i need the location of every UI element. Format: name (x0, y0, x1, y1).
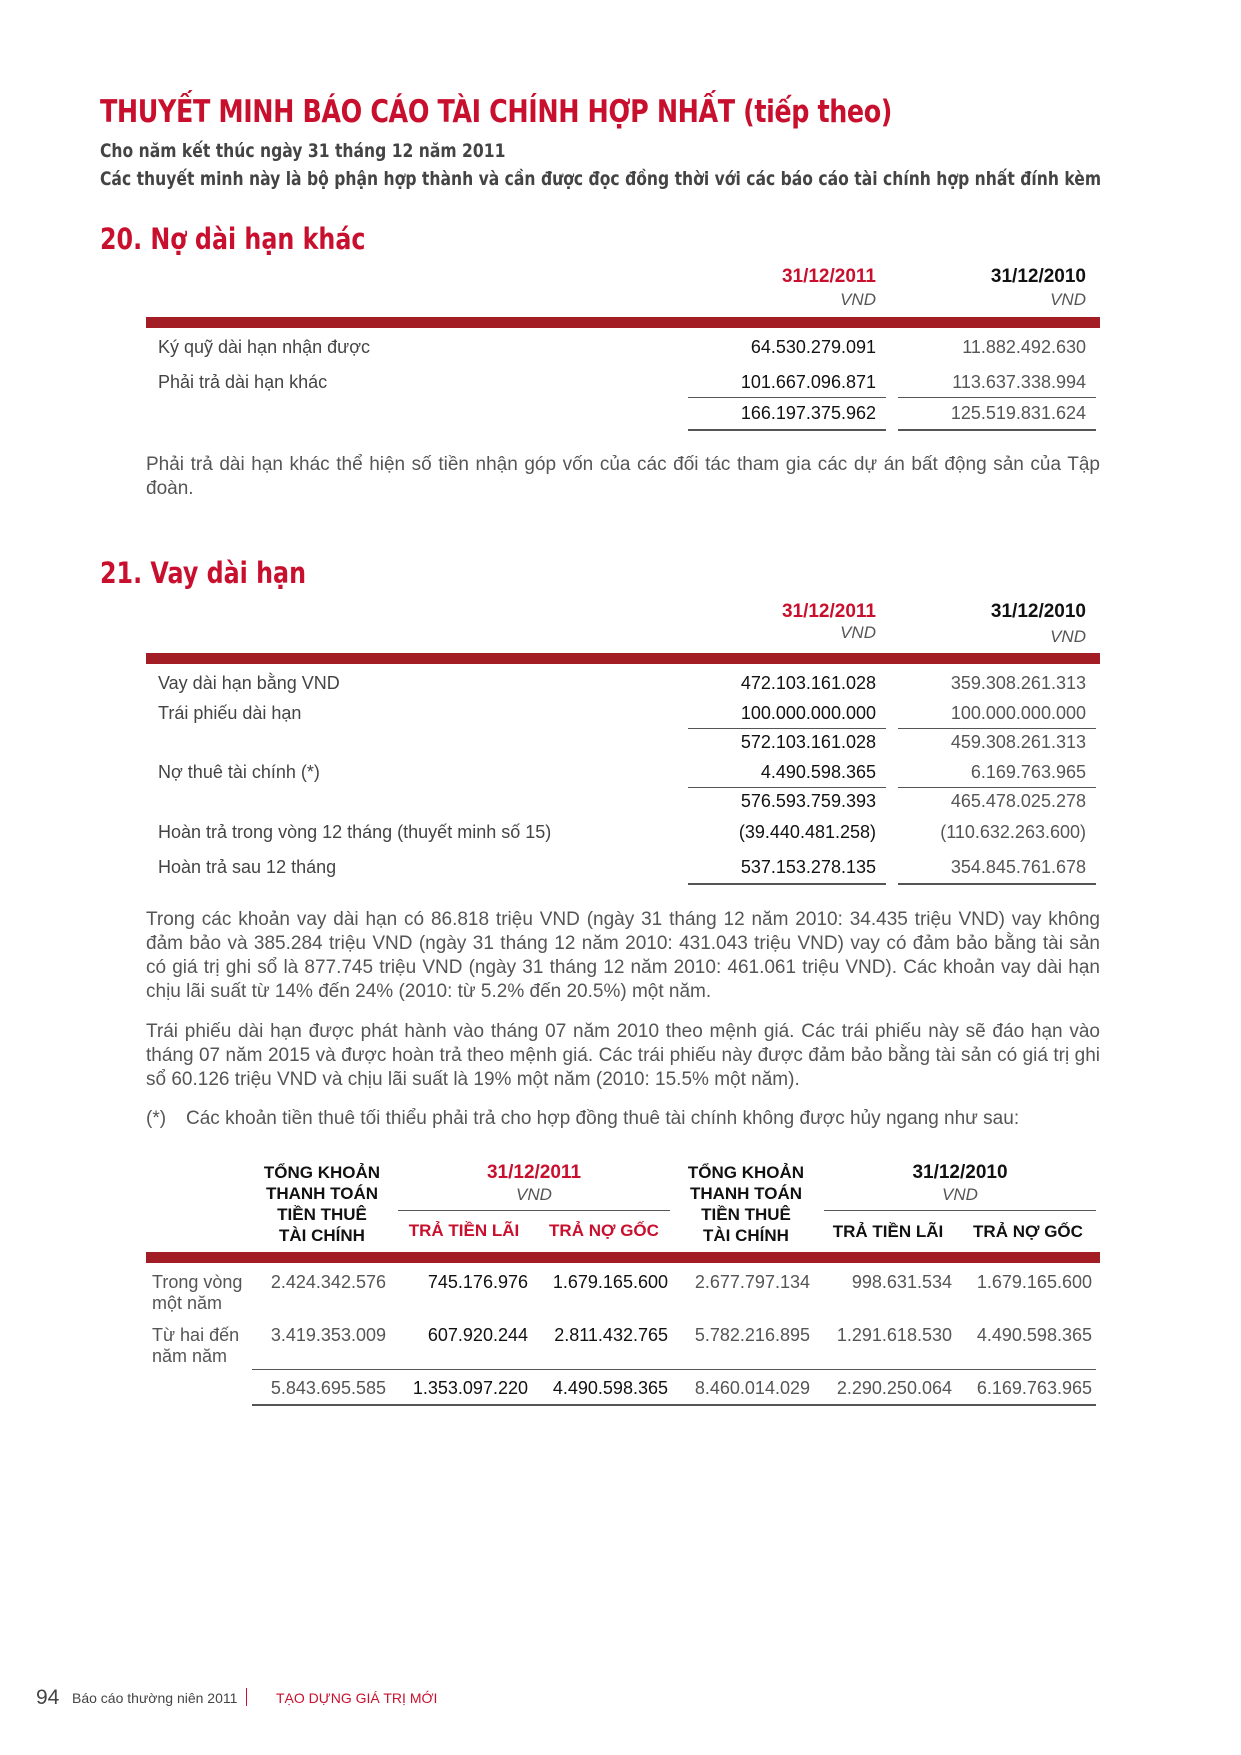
lease-row-label-line: Từ hai đến (152, 1325, 240, 1345)
lease-interest-header: TRẢ TIỀN LÃI (832, 1222, 944, 1241)
s20-subtotal-line (688, 397, 886, 398)
s21-row-cur: 4.490.598.365 (760, 762, 876, 782)
s21-subtotal-cur: 572.103.161.028 (740, 732, 876, 752)
page-number: 94 (36, 1686, 60, 1709)
s20-header-bar (146, 317, 1100, 328)
lease-total-cell: 1.353.097.220 (412, 1378, 528, 1398)
s21-subtotal-line (688, 728, 886, 729)
page-subtitle-note: Các thuyết minh này là bộ phận hợp thành và cần được đọc đồng thời với các báo cáo tài chính hợp nhất đính kèm (100, 168, 1102, 190)
s20-col-cur-unit: VND (840, 290, 876, 309)
s21-header-bar (146, 653, 1100, 664)
s20-total-line (688, 429, 886, 431)
lease-principal-header: TRẢ NỢ GỐC (973, 1222, 1083, 1241)
section-21-title: 21. Vay dài hạn (100, 556, 307, 590)
lease-total-cell: 8.460.014.029 (694, 1378, 810, 1398)
lease-total-header-line: THANH TOÁN (265, 1184, 379, 1203)
s21-row-prev: 359.308.261.313 (950, 673, 1086, 693)
s20-row-label: Phải trả dài hạn khác (158, 372, 328, 392)
footer-tagline: TẠO DỰNG GIÁ TRỊ MỚI (276, 1690, 438, 1706)
footnote-text: Các khoản tiền thuê tối thiểu phải trả cho hợp đồng thuê tài chính không được hủy ngang như sau: (186, 1108, 1020, 1129)
s21-row-label: Trái phiếu dài hạn (158, 703, 302, 723)
s21-col-prev-date: 31/12/2010 (990, 601, 1086, 622)
page-subtitle-period: Cho năm kết thúc ngày 31 tháng 12 năm 2011 (100, 140, 506, 162)
s21-note-loans: Trong các khoản vay dài hạn có 86.818 triệu VND (ngày 31 tháng 12 năm 2010: 34.435 triệu VND) vay không đảm bảo và 385.284 triệu VND (ngày 31 tháng 12 năm 2010: 431.043 triệu VND) vay có đảm bảo bằng tài sản có giá trị ghi sổ là 877.745 triệu VND (ngày 31 tháng 12 năm 2010: 461.061 triệu VND). Các khoản vay dài hạn chịu lãi suất từ 14% đến 24% (2010: từ 5.2% đến 20.5%) một năm. (146, 909, 1100, 1002)
s20-total-prev: 125.519.831.624 (950, 403, 1086, 423)
s21-total-line (688, 883, 886, 885)
lease-principal-header: TRẢ NỢ GỐC (549, 1221, 659, 1240)
s21-row-label: Hoàn trả sau 12 tháng (158, 857, 337, 877)
s21-col-cur-date: 31/12/2011 (781, 601, 876, 622)
lease-total-cell: 2.290.250.064 (836, 1378, 952, 1398)
lease-unit-prev: VND (942, 1185, 978, 1204)
lease-date-cur: 31/12/2011 (486, 1162, 582, 1183)
lease-cell: 1.679.165.600 (976, 1272, 1092, 1292)
lease-cell: 998.631.534 (851, 1272, 952, 1292)
s21-col-cur-unit: VND (840, 623, 876, 642)
lease-total-header (252, 1162, 392, 1246)
s20-col-prev-unit: VND (1050, 290, 1086, 309)
page-title: THUYẾT MINH BÁO CÁO TÀI CHÍNH HỢP NHẤT (tiếp theo) (100, 94, 893, 130)
s21-row-label: Hoàn trả trong vòng 12 tháng (thuyết minh số 15) (158, 822, 552, 842)
s21-row-label: Nợ thuê tài chính (*) (158, 762, 320, 782)
section-20-title: 20. Nợ dài hạn khác (100, 222, 366, 256)
lease-cell: 2.424.342.576 (270, 1272, 386, 1292)
lease-row-label-line: năm năm (152, 1346, 228, 1366)
lease-header-line (824, 1210, 1096, 1211)
s21-row-prev: (110.632.263.600) (940, 822, 1086, 842)
lease-header-line (398, 1210, 670, 1211)
s21-subtotal-line (688, 787, 886, 788)
s21-row-label: Vay dài hạn bằng VND (158, 673, 340, 693)
s20-row-prev: 113.637.338.994 (952, 372, 1086, 392)
lease-total-header-line: TÀI CHÍNH (703, 1226, 789, 1245)
s21-subtotal-prev: 465.478.025.278 (950, 791, 1086, 811)
s20-col-prev-date: 31/12/2010 (990, 266, 1086, 287)
lease-total-cell: 6.169.763.965 (976, 1378, 1092, 1398)
s20-total-cur: 166.197.375.962 (740, 403, 876, 423)
lease-unit-cur: VND (516, 1185, 552, 1204)
lease-row-label (152, 1325, 239, 1367)
s21-row-cur: 100.000.000.000 (740, 703, 876, 723)
s21-row-cur: 472.103.161.028 (740, 673, 876, 693)
lease-total-header-line: TỔNG KHOẢN (263, 1163, 381, 1182)
s21-row-cur: (39.440.481.258) (738, 822, 876, 842)
footer-report-name: Báo cáo thường niên 2011 (72, 1690, 238, 1706)
lease-total-cell: 4.490.598.365 (552, 1378, 668, 1398)
s20-total-line (898, 429, 1096, 431)
lease-row-label (152, 1272, 242, 1314)
lease-subtotal-line (252, 1369, 1096, 1370)
s20-col-cur-date: 31/12/2011 (781, 266, 876, 287)
lease-cell: 1.679.165.600 (552, 1272, 668, 1292)
lease-total-header-line: THANH TOÁN (689, 1184, 803, 1203)
s20-row-prev: 11.882.492.630 (962, 337, 1086, 357)
s21-subtotal-cur: 576.593.759.393 (740, 791, 876, 811)
s21-row-prev: 6.169.763.965 (970, 762, 1086, 782)
lease-total-line (252, 1404, 1096, 1406)
s21-subtotal-line (898, 787, 1096, 788)
lease-cell: 607.920.244 (427, 1325, 528, 1345)
s20-row-label: Ký quỹ dài hạn nhận được (158, 337, 370, 357)
lease-date-prev: 31/12/2010 (912, 1162, 1008, 1183)
s21-row-prev: 354.845.761.678 (950, 857, 1086, 877)
s20-row-cur: 101.667.096.871 (740, 372, 876, 392)
s21-row-prev: 100.000.000.000 (950, 703, 1086, 723)
lease-row-label-line: một năm (152, 1293, 223, 1313)
footer-separator (246, 1688, 247, 1706)
lease-row-label-line: Trong vòng (152, 1272, 243, 1292)
lease-total-header-line: TÀI CHÍNH (279, 1226, 365, 1245)
lease-total-header-line: TIỀN THUÊ (701, 1205, 791, 1224)
s20-row-cur: 64.530.279.091 (750, 337, 876, 357)
s21-total-line (898, 883, 1096, 885)
lease-cell: 2.677.797.134 (694, 1272, 810, 1292)
lease-cell: 2.811.432.765 (554, 1325, 668, 1345)
lease-total-cell: 5.843.695.585 (270, 1378, 386, 1398)
s20-subtotal-line (898, 397, 1096, 398)
s21-row-cur: 537.153.278.135 (740, 857, 876, 877)
lease-interest-header: TRẢ TIỀN LÃI (408, 1221, 520, 1240)
lease-cell: 3.419.353.009 (270, 1325, 386, 1345)
lease-cell: 4.490.598.365 (976, 1325, 1092, 1345)
lease-cell: 5.782.216.895 (694, 1325, 810, 1345)
s21-col-prev-unit: VND (1050, 627, 1086, 646)
lease-total-header (676, 1162, 816, 1246)
footnote-mark: (*) (146, 1108, 167, 1129)
s21-subtotal-prev: 459.308.261.313 (950, 732, 1086, 752)
s21-note-bonds: Trái phiếu dài hạn được phát hành vào tháng 07 năm 2010 theo mệnh giá. Các trái phiếu này sẽ đáo hạn vào tháng 07 năm 2015 và được hoàn trả theo mệnh giá. Các trái phiếu này được đảm bảo bằng tài sản có giá trị ghi sổ 60.126 triệu VND và chịu lãi suất là 19% một năm (2010: 15.5% một năm). (146, 1021, 1100, 1090)
lease-total-header-line: TỔNG KHOẢN (687, 1163, 805, 1182)
s20-note: Phải trả dài hạn khác thể hiện số tiền nhận góp vốn của các đối tác tham gia các dự án bất động sản của Tập đoàn. (146, 454, 1100, 499)
lease-total-header-line: TIỀN THUÊ (277, 1205, 367, 1224)
s21-subtotal-line (898, 728, 1096, 729)
lease-cell: 745.176.976 (427, 1272, 528, 1292)
lease-header-bar (146, 1252, 1100, 1263)
lease-cell: 1.291.618.530 (836, 1325, 952, 1345)
